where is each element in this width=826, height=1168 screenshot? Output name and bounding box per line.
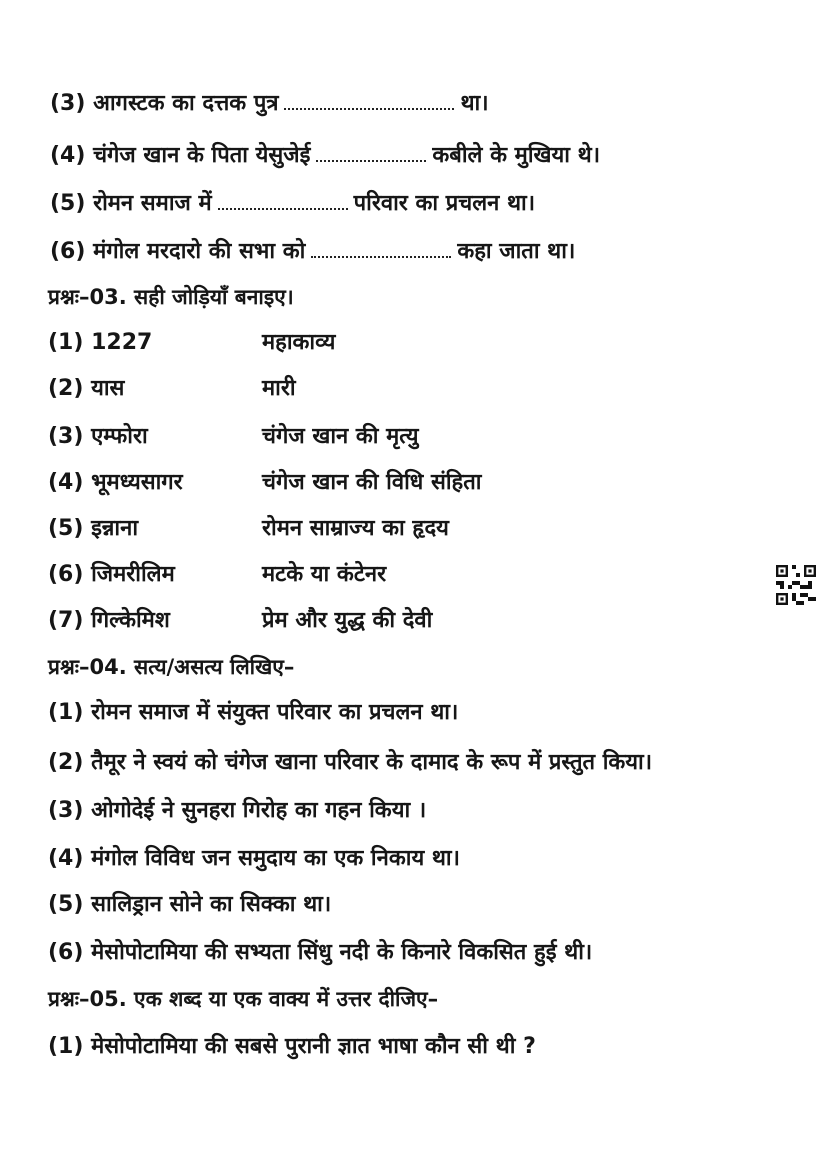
qr-code-icon	[776, 565, 816, 605]
q3-text-after: था।	[460, 91, 489, 116]
one-word-item: (1) मेसोपोटामिया की सबसे पुरानी ज्ञात भाषा कौन सी थी ?	[48, 1034, 536, 1059]
match-left-item: (2) यास	[48, 376, 125, 401]
match-right-item: रोमन साम्राज्य का हृदय	[262, 516, 449, 541]
q4-text-after: कबीले के मुखिया थे।	[432, 143, 601, 168]
q6-text-before: (6) मंगोल मरदारो की सभा को	[50, 239, 306, 264]
q3-text-before: (3) आगस्टक का दत्तक पुत्र	[50, 91, 279, 116]
q6-text-after: कहा जाता था।	[457, 239, 576, 264]
blank-line	[316, 140, 426, 162]
blank-line	[284, 88, 454, 110]
match-right-item: चंगेज खान की विधि संहिता	[262, 470, 482, 495]
match-left-item: (1) 1227	[48, 330, 153, 355]
fill-blank-q5	[50, 188, 535, 219]
fill-blank-q4	[50, 140, 600, 171]
true-false-item: (4) मंगोल विविध जन समुदाय का एक निकाय था।	[48, 846, 460, 871]
true-false-heading: प्रश्नः–04. सत्य/असत्य लिखिए–	[48, 655, 295, 679]
match-left-item: (5) इन्नाना	[48, 516, 139, 541]
match-right-item: प्रेम और युद्ध की देवी	[262, 608, 433, 633]
match-left-item: (3) एम्फोरा	[48, 424, 148, 449]
match-right-item: चंगेज खान की मृत्यु	[262, 424, 419, 449]
blank-line	[311, 236, 451, 258]
blank-line	[218, 188, 348, 210]
match-right-item: महाकाव्य	[262, 330, 336, 355]
one-word-heading: प्रश्नः–05. एक शब्द या एक वाक्य में उत्तर दीजिए–	[48, 987, 439, 1011]
fill-blank-q6	[50, 236, 575, 267]
fill-blank-q3	[50, 88, 489, 119]
true-false-item: (5) सालिड्रान सोने का सिक्का था।	[48, 892, 332, 917]
true-false-item: (6) मेसोपोटामिया की सभ्यता सिंधु नदी के किनारे विकसित हुई थी।	[48, 940, 593, 965]
q4-text-before: (4) चंगेज खान के पिता येसुजेई	[50, 143, 311, 168]
q5-text-before: (5) रोमन समाज में	[50, 191, 212, 216]
match-right-item: मारी	[262, 376, 296, 401]
true-false-item: (2) तैमूर ने स्वयं को चंगेज खाना परिवार के दामाद के रूप में प्रस्तुत किया।	[48, 750, 653, 775]
true-false-item: (1) रोमन समाज में संयुक्त परिवार का प्रचलन था।	[48, 700, 459, 725]
match-left-item: (6) जिमरीलिम	[48, 562, 175, 587]
true-false-item: (3) ओगोदेई ने सुनहरा गिरोह का गहन किया ।	[48, 798, 427, 823]
match-right-item: मटके या कंटेनर	[262, 562, 387, 587]
match-heading: प्रश्नः–03. सही जोड़ियाँ बनाइए।	[48, 285, 294, 309]
q5-text-after: परिवार का प्रचलन था।	[353, 191, 536, 216]
match-left-item: (4) भूमध्यसागर	[48, 470, 183, 495]
match-left-item: (7) गिल्केमिश	[48, 608, 170, 633]
